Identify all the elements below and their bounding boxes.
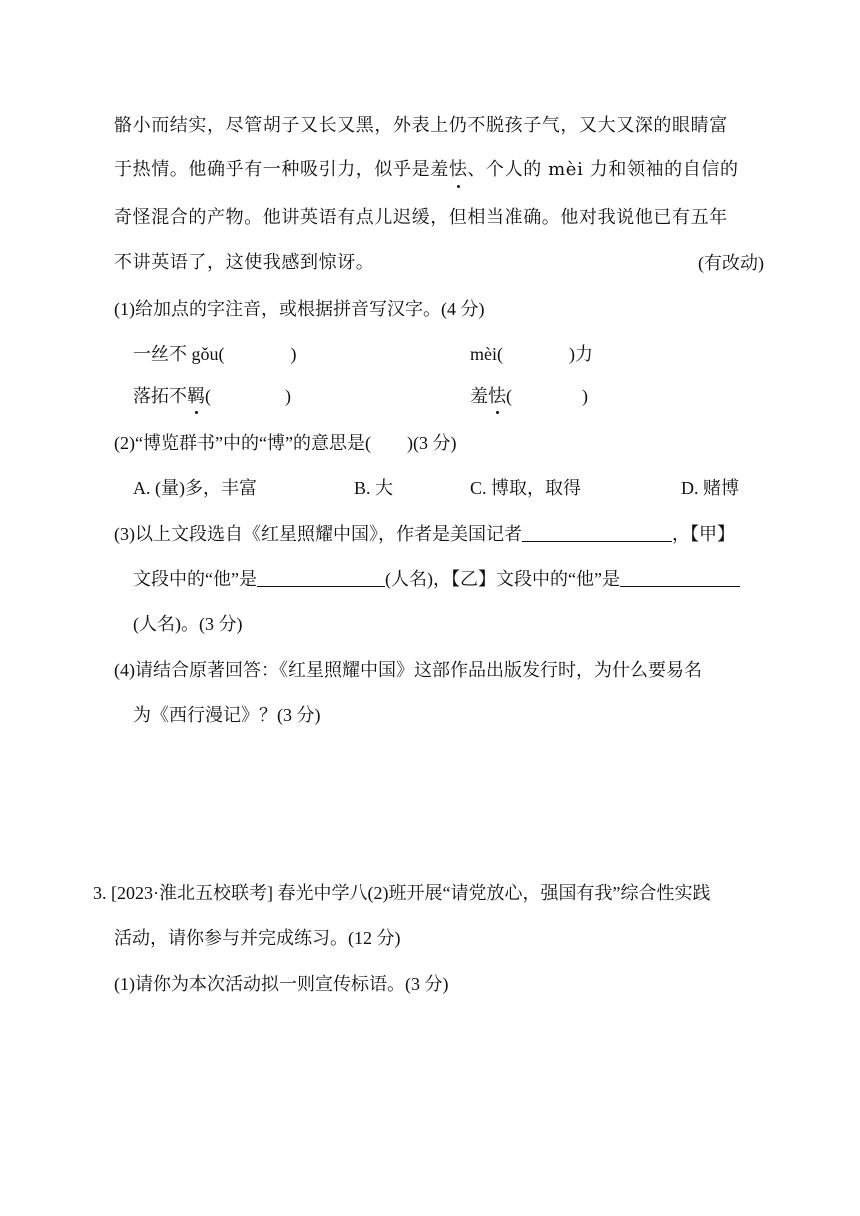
q1-item-d-suffix: ) — [582, 386, 588, 406]
q2-option-d[interactable]: D. 赌博 — [681, 478, 739, 498]
passage-line-1: 骼小而结实，尽管胡子又长又黑，外表上仍不脱孩子气，又大又深的眼睛富 — [114, 115, 728, 136]
answer-blank[interactable] — [620, 568, 740, 587]
q1-item-a-suffix: ) — [290, 344, 297, 364]
q1-item-d-text: 羞 — [470, 386, 488, 406]
q2-stem — [114, 431, 456, 455]
item3-sub1: (1)请你为本次活动拟一则宣传标语。(3 分) — [114, 974, 449, 994]
q1-item-c-paren: ( — [205, 386, 211, 406]
q1-stem: (1)给加点的字注音，或根据拼音写汉字。(4 分) — [114, 299, 485, 319]
q1-item-c-suffix: ) — [285, 386, 291, 406]
passage-line-3: 奇怪混合的产物。他讲英语有点儿迟缓，但相当准确。他对我说他已有五年 — [114, 207, 728, 228]
passage-line-2-text-a: 于热情。他确乎有一种吸引力，似乎是羞 — [114, 159, 449, 180]
answer-blank[interactable] — [257, 568, 385, 587]
item3-line-2: 活动，请你参与并完成练习。(12 分) — [114, 928, 401, 948]
q1-item-a-prefix: 一丝不 gǒu( — [133, 344, 225, 364]
item3-line-1: 3. [2023·淮北五校联考] 春光中学八(2)班开展“请党放心，强国有我”综合性实践 — [93, 883, 711, 903]
q2-option-b[interactable]: B. 大 — [354, 478, 394, 498]
q1-item-c-text: 落拓不 — [133, 386, 187, 406]
q4-line-2: 为《西行漫记》？(3 分) — [133, 705, 321, 725]
emphasis-dot-char: 怯 — [488, 386, 506, 406]
emphasis-dot-char: 羁 — [187, 386, 205, 406]
q4-line-1: (4)请结合原著回答：《红星照耀中国》这部作品出版发行时，为什么要易名 — [114, 660, 702, 680]
passage-line-2-text-b: 、个人的 mèi 力和领袖的自信的 — [467, 159, 739, 180]
q1-item-c — [133, 384, 291, 408]
q1-item-b-prefix: mèi( — [470, 344, 503, 364]
q3-line-2-mid: (人名)，【乙】文段中的“他”是 — [384, 569, 620, 589]
q3-line-3: (人名)。(3 分) — [133, 614, 243, 634]
q2-stem-text: (2)“博览群书”中的“博”的意思是( — [114, 433, 371, 453]
answer-blank[interactable] — [522, 523, 672, 542]
q3-line-1 — [114, 522, 735, 546]
passage-line-2 — [114, 158, 739, 182]
q1-item-b-suffix: )力 — [569, 344, 593, 364]
q3-line-1-text: (3)以上文段选自《红星照耀中国》，作者是美国记者 — [114, 524, 522, 544]
passage-note: (有改动) — [698, 253, 764, 273]
q2-option-c[interactable]: C. 博取，取得 — [470, 478, 582, 498]
q2-stem-end: )(3 分) — [406, 433, 457, 453]
q2-option-a[interactable]: A. (量)多，丰富 — [133, 478, 257, 498]
q1-item-b — [470, 342, 593, 366]
passage-line-4: 不讲英语了，这使我感到惊讶。 — [114, 252, 375, 273]
q1-item-d — [470, 384, 588, 408]
q3-line-2 — [133, 567, 740, 591]
q3-line-1-end: ，【甲】 — [672, 524, 735, 544]
emphasis-dot-char: 怯 — [448, 159, 468, 180]
q3-line-2-text: 文段中的“他”是 — [133, 569, 257, 589]
q1-item-a — [133, 342, 297, 366]
q1-item-d-paren: ( — [506, 386, 512, 406]
